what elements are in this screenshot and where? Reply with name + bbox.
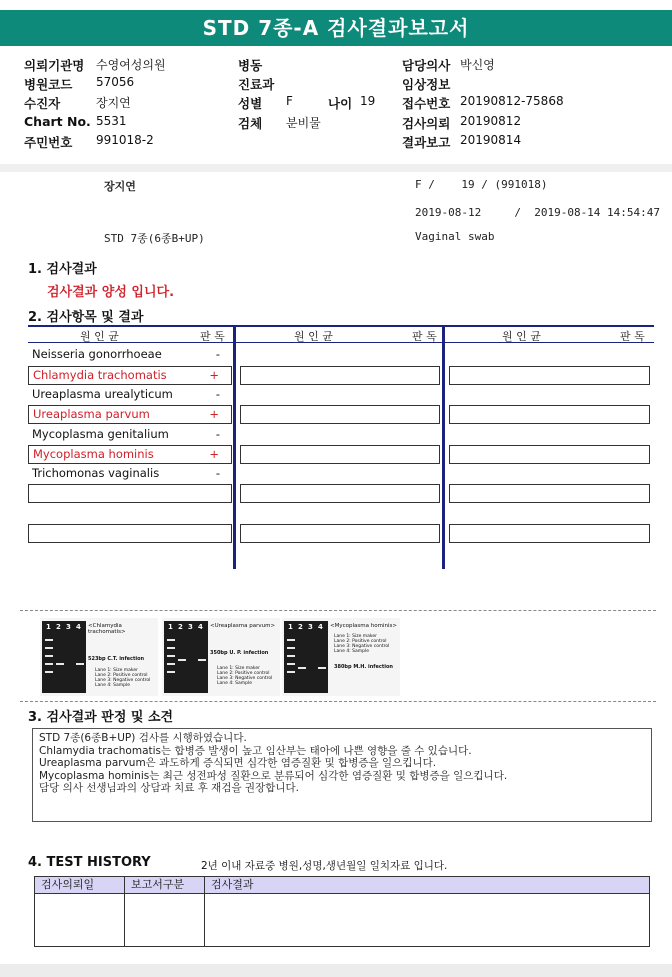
empty-result-box: [240, 524, 440, 543]
history-header-row: [35, 877, 649, 894]
section1-title: 1. 검사결과: [28, 262, 97, 277]
history-col-type: 보고서구분: [125, 877, 205, 894]
history-col-sep: [204, 894, 205, 946]
history-note: 2년 이내 자료중 병원,성명,생년월일 일치자료 입니다.: [201, 860, 448, 872]
opinion-line: Ureaplasma parvum은 과도하게 증식되면 심각한 염증질환 및 합병증을 일으킵니다.: [39, 757, 437, 769]
code-value: 57056: [96, 75, 135, 89]
test-name: STD 7종(6종B+UP): [104, 232, 205, 245]
id-value: 991018-2: [96, 133, 154, 147]
gel-annotation: 380bp M.H. infection: [334, 664, 393, 670]
results-grid-header: [28, 325, 654, 343]
col-header-org-1: 원 인 균: [80, 330, 119, 343]
col-header-org-2: 원 인 균: [294, 330, 333, 343]
chart-label: Chart No.: [24, 114, 91, 129]
history-col-sep: [124, 894, 125, 946]
gel-panel-mh: [282, 618, 400, 696]
patient-sex-age: F / 19 / (991018): [415, 178, 548, 191]
gel-title: <Ureaplasma parvum>: [210, 623, 276, 629]
section4-title: 4. TEST HISTORY: [28, 855, 151, 870]
positive-result: 검사결과 양성 입니다.: [47, 285, 175, 300]
empty-result-box: [449, 405, 650, 424]
section3-title: 3. 검사결과 판정 및 소견: [28, 710, 174, 725]
opinion-line: Mycoplasma hominis는 최근 성전파성 질환으로 분류되어 심각한 염증질환 및 합병증을 일으킵니다.: [39, 769, 508, 782]
institution-label: 의뢰기관명: [24, 58, 85, 73]
history-col-date: 검사의뢰일: [35, 877, 125, 894]
patient-label: 수진자: [24, 96, 61, 111]
empty-result-box: [449, 484, 650, 503]
age-label: 나이: [328, 96, 353, 111]
dashed-divider: [20, 610, 656, 611]
receipt-label: 접수번호: [402, 96, 451, 111]
chart-value: 5531: [96, 114, 127, 128]
gel-title: <Chlamydia trachomatis>: [88, 623, 126, 635]
footer-band: [0, 964, 672, 977]
gel-annotation: 350bp U. P. infection: [210, 650, 269, 656]
ward-label: 병동: [238, 58, 263, 73]
gel-title: <Mycoplasma hominis>: [330, 623, 397, 629]
organism-row: Neisseria gonorrhoeae -: [32, 347, 220, 361]
organism-row: Mycoplasma genitalium -: [32, 427, 220, 441]
grid-divider-1: [233, 325, 236, 569]
organism-row: Ureaplasma parvum +: [28, 405, 232, 424]
organism-row: Ureaplasma urealyticum -: [32, 387, 220, 401]
specimen-value: 분비물: [286, 116, 321, 130]
empty-result-box: [449, 366, 650, 385]
col-header-res-1: 판 독: [200, 330, 225, 343]
gel-legend: Lane 1: Size maker Lane 2: Positive control Lane 3: Negative control Lane 4: Sample: [95, 668, 151, 688]
test-dates: 2019-08-12 / 2019-08-14 14:54:47: [415, 206, 661, 219]
sex-label: 성별: [238, 96, 263, 111]
col-header-res-2: 판 독: [412, 330, 437, 343]
opinion-line: STD 7종(6종B+UP) 검사를 시행하였습니다.: [39, 732, 247, 744]
gel-image: 1 2 3 4: [284, 621, 328, 693]
patient-value: 장지연: [96, 96, 131, 110]
section2-title: 2. 검사항목 및 결과: [28, 310, 144, 325]
organism-row: Chlamydia trachomatis +: [28, 366, 232, 385]
patient-name: 장지연: [104, 180, 136, 193]
gel-legend: Lane 1: Size maker Lane 2: Positive control Lane 3: Negative control Lane 4: Sample: [334, 634, 390, 654]
empty-result-box: [449, 445, 650, 464]
history-col-result: 검사결과: [211, 878, 254, 891]
clinical-label: 임상정보: [402, 77, 451, 92]
report-value: 20190814: [460, 133, 522, 147]
empty-result-box: [449, 524, 650, 543]
specimen-label: 검체: [238, 116, 263, 131]
code-label: 병원코드: [24, 77, 73, 92]
col-header-org-3: 원 인 균: [502, 330, 541, 343]
empty-result-box: [240, 484, 440, 503]
dept-label: 진료과: [238, 77, 275, 92]
empty-result-box: [240, 366, 440, 385]
report-title: STD 7종-A 검사결과보고서: [0, 10, 672, 46]
doctor-value: 박신영: [460, 58, 495, 72]
request-label: 검사의뢰: [402, 116, 451, 131]
opinion-line: 담당 의사 선생님과의 상담과 치료 후 재검을 권장합니다.: [39, 782, 299, 794]
gel-panel-ct: [40, 618, 158, 696]
empty-result-box: [28, 484, 232, 503]
empty-result-box: [240, 445, 440, 464]
gel-annotation: 523bp C.T. infection: [88, 656, 145, 662]
opinion-box: [32, 728, 652, 822]
request-value: 20190812: [460, 114, 522, 128]
gel-image: 1 2 3 4: [164, 621, 208, 693]
gel-legend: Lane 1: Size maker Lane 2: Positive control Lane 3: Negative control Lane 4: Sample: [217, 666, 273, 686]
receipt-value: 20190812-75868: [460, 94, 564, 108]
doctor-label: 담당의사: [402, 58, 451, 73]
history-table: [34, 876, 650, 947]
age-value: 19: [360, 94, 376, 108]
dashed-divider: [20, 701, 656, 702]
organism-row: Trichomonas vaginalis -: [32, 466, 220, 480]
header-divider: [0, 164, 672, 172]
id-label: 주민번호: [24, 135, 73, 150]
grid-divider-2: [442, 325, 445, 569]
gel-image: 1 2 3 4: [42, 621, 86, 693]
empty-result-box: [240, 405, 440, 424]
opinion-line: Chlamydia trachomatis는 합병증 발생이 높고 임산부는 태아에 나쁜 영향을 줄 수 있습니다.: [39, 744, 472, 757]
organism-row: Mycoplasma hominis +: [28, 445, 232, 464]
sample-type: Vaginal swab: [415, 230, 495, 243]
institution-value: 수영여성의원: [96, 58, 166, 72]
report-header: [0, 52, 672, 162]
report-label: 결과보고: [402, 135, 451, 150]
col-header-res-3: 판 독: [620, 330, 645, 343]
gel-panel-up: [162, 618, 280, 696]
empty-result-box: [28, 524, 232, 543]
sex-value: F: [286, 94, 293, 108]
